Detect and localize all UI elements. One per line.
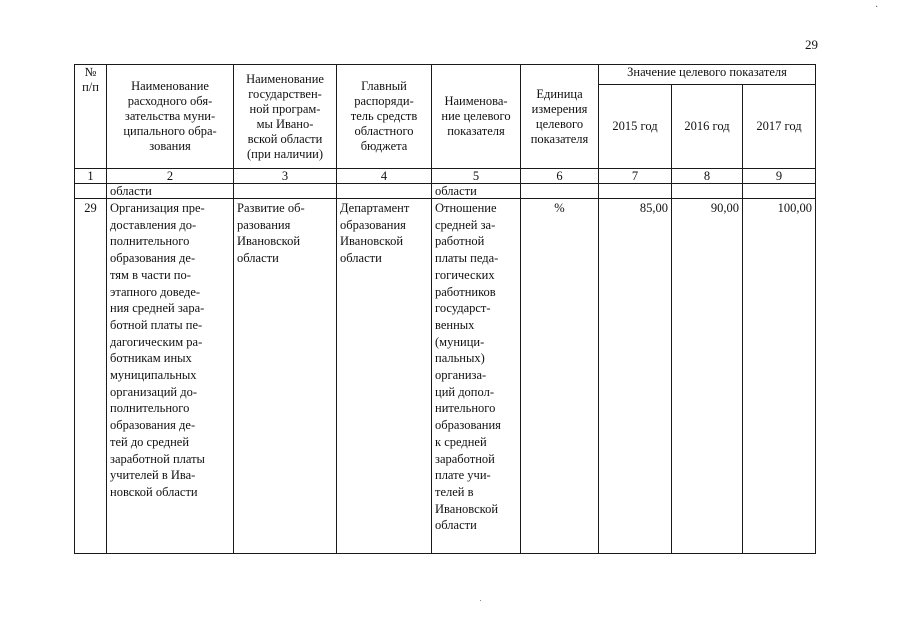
row-budget-manager: Департамент образования Ивановской области: [337, 199, 432, 554]
column-index: 2: [107, 169, 234, 184]
row-program: Развитие об- разования Ивановской области: [234, 199, 337, 554]
row-unit: %: [521, 199, 599, 554]
corner-mark: ·: [875, 2, 879, 13]
table-header: [75, 65, 816, 169]
column-index: 7: [599, 169, 672, 184]
header-budget-manager: Главный распоряди- тель средств областного бюджета: [337, 65, 432, 169]
column-index: 8: [672, 169, 743, 184]
row-number: 29: [75, 199, 107, 554]
cont-obligation-text: области: [107, 184, 234, 199]
header-year-2017: 2017 год: [743, 85, 816, 169]
column-index-row: [75, 169, 816, 184]
header-year-2015: 2015 год: [599, 85, 672, 169]
column-index: 6: [521, 169, 599, 184]
header-unit: Единица измерения целевого показателя: [521, 65, 599, 169]
header-number: № п/п: [75, 65, 107, 169]
column-index: 5: [432, 169, 521, 184]
cont-indicator-text: области: [432, 184, 521, 199]
header-indicator: Наименова- ние целевого показателя: [432, 65, 521, 169]
column-index: 9: [743, 169, 816, 184]
row-indicator: Отношение средней за- работной платы педа- гогических работников государст- венных (муници- пальных) организа- ций допол- нительного образования к средней заработной плате учи- телей в Ивановской области: [432, 199, 521, 554]
header-obligation: Наименование расходного обя- зательства муни- ципального обра- зования: [107, 65, 234, 169]
table-row: [75, 199, 816, 554]
target-indicators-table: [74, 64, 816, 554]
page-number: 29: [805, 37, 818, 52]
column-index: 3: [234, 169, 337, 184]
header-year-2016: 2016 год: [672, 85, 743, 169]
scan-speck: [480, 600, 481, 601]
cont-cell-empty: [521, 184, 599, 199]
continuation-row: [75, 184, 816, 199]
cont-cell-empty: [337, 184, 432, 199]
cont-cell-empty: [599, 184, 672, 199]
row-value-2015: 85,00: [599, 199, 672, 554]
column-index: 4: [337, 169, 432, 184]
header-target-value-group: Значение целевого показателя: [599, 65, 816, 85]
column-index: 1: [75, 169, 107, 184]
cont-cell-empty: [743, 184, 816, 199]
cont-cell-empty: [75, 184, 107, 199]
cont-cell-empty: [672, 184, 743, 199]
cont-cell-empty: [234, 184, 337, 199]
row-obligation: Организация пре- доставления до- полнительного образования де- тям в части по- этапного доведе- ния средней зара- ботной платы пе- дагогическим ра- ботникам иных муниципальных организаций до- полнительного образования де- тей до средней заработной платы учителей в Ива- новской области: [107, 199, 234, 554]
row-value-2016: 90,00: [672, 199, 743, 554]
header-program: Наименование государствен- ной програм- мы Ивано- вской области (при наличии): [234, 65, 337, 169]
row-value-2017: 100,00: [743, 199, 816, 554]
